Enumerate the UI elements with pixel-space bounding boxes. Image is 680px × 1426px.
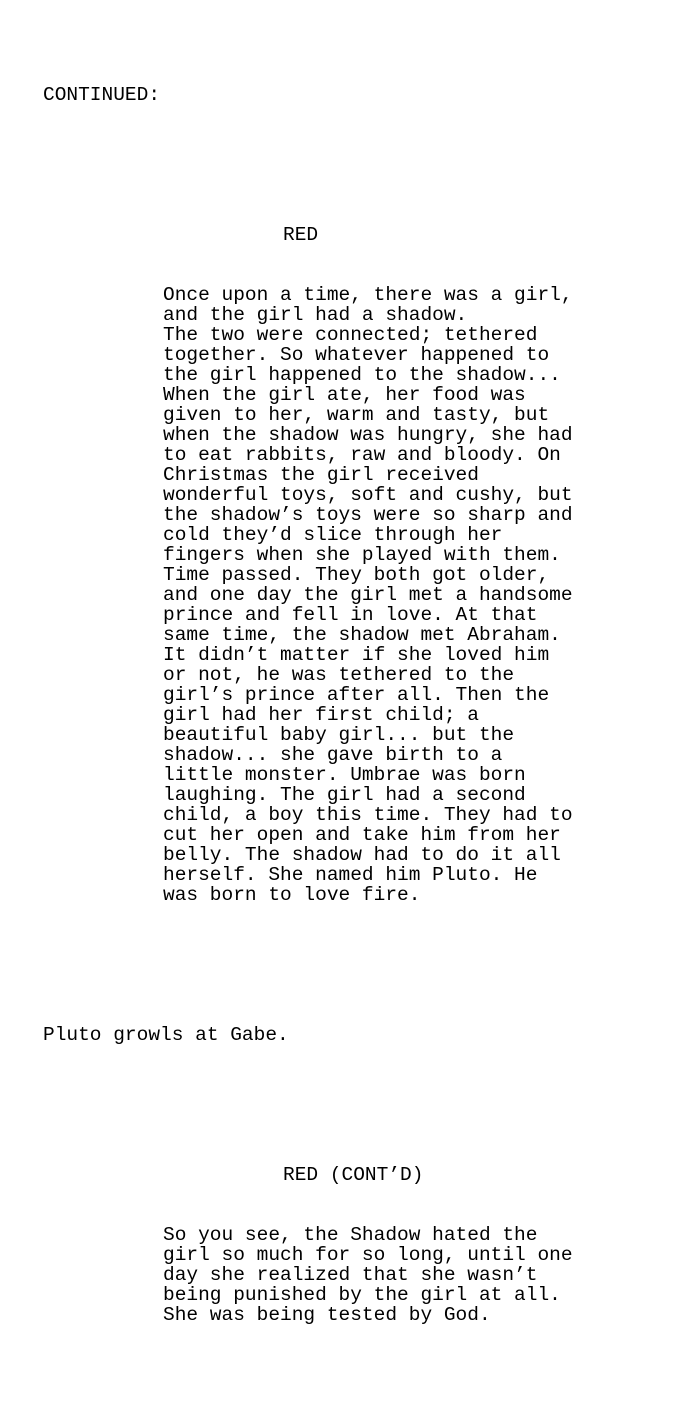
dialogue-line: girl had her first child; a — [163, 704, 479, 726]
dialogue-line: given to her, warm and tasty, but — [163, 404, 550, 426]
dialogue-line: child, a boy this time. They had to — [163, 804, 573, 826]
character-name-red-contd: RED (CONT’D) — [283, 1164, 424, 1186]
page-content — [0, 25, 680, 1425]
dialogue-line: and one day the girl met a handsome — [163, 584, 573, 606]
dialogue-line: The two were connected; tethered — [163, 324, 538, 346]
dialogue-block-red-contd — [0, 1125, 680, 1365]
dialogue-line: and the girl had a shadow. — [163, 304, 468, 326]
dialogue-text-red — [0, 285, 680, 905]
dialogue-line: or not, he was tethered to the — [163, 664, 515, 686]
dialogue-line: Christmas the girl received — [163, 464, 479, 486]
dialogue-line: cut her open and take him from her — [163, 824, 561, 846]
dialogue-line: Once upon a time, there was a girl, — [163, 284, 573, 306]
dialogue-line: shadow... she gave birth to a — [163, 744, 503, 766]
dialogue-line: fingers when she played with them. — [163, 544, 561, 566]
dialogue-line: the girl happened to the shadow... — [163, 364, 561, 386]
dialogue-line: Time passed. They both got older, — [163, 564, 550, 586]
dialogue-line: little monster. Umbrae was born — [163, 764, 526, 786]
dialogue-line: girl’s prince after all. Then the — [163, 684, 550, 706]
dialogue-line: She was being tested by God. — [163, 1304, 491, 1326]
dialogue-line: herself. She named him Pluto. He — [163, 864, 538, 886]
dialogue-line: was born to love fire. — [163, 884, 421, 906]
dialogue-line: beautiful baby girl... but the — [163, 724, 515, 746]
dialogue-block-red — [0, 185, 680, 945]
continued-slugline: CONTINUED: — [43, 84, 161, 106]
dialogue-line: when the shadow was hungry, she had — [163, 424, 573, 446]
dialogue-line: When the girl ate, her food was — [163, 384, 526, 406]
dialogue-line: So you see, the Shadow hated the — [163, 1224, 538, 1246]
action-line: Pluto growls at Gabe. — [43, 1024, 289, 1046]
dialogue-line: It didn’t matter if she loved him — [163, 644, 550, 666]
dialogue-line: prince and fell in love. At that — [163, 604, 538, 626]
dialogue-line: the shadow’s toys were so sharp and — [163, 504, 573, 526]
dialogue-line: together. So whatever happened to — [163, 344, 550, 366]
dialogue-line: cold they’d slice through her — [163, 524, 503, 546]
dialogue-text-red-contd — [0, 1225, 680, 1325]
dialogue-line: girl so much for so long, until one — [163, 1244, 573, 1266]
dialogue-line: wonderful toys, soft and cushy, but — [163, 484, 573, 506]
dialogue-line: day she realized that she wasn’t — [163, 1264, 538, 1286]
dialogue-line: laughing. The girl had a second — [163, 784, 526, 806]
dialogue-line: same time, the shadow met Abraham. — [163, 624, 561, 646]
dialogue-line: being punished by the girl at all. — [163, 1284, 561, 1306]
dialogue-line: to eat rabbits, raw and bloody. On — [163, 444, 561, 466]
dialogue-line: belly. The shadow had to do it all — [163, 844, 561, 866]
character-name-red: RED — [283, 224, 319, 246]
